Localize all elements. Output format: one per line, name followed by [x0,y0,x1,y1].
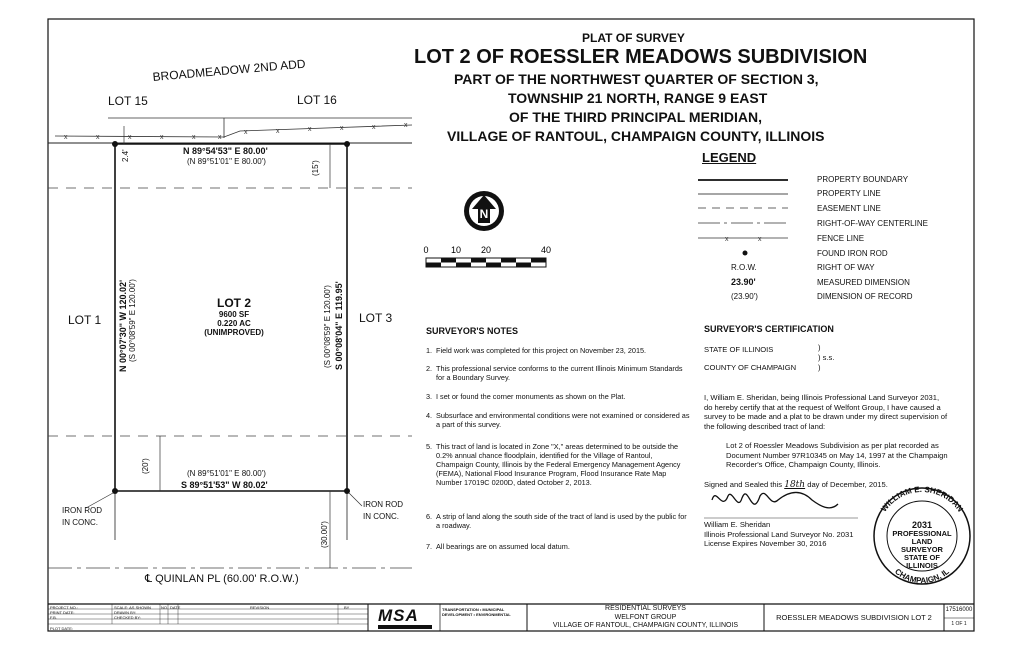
west-measured: N 00°07'30" W 120.02' [118,279,128,372]
seal-line-5: STATE OF [904,553,940,562]
svg-text:x: x [758,236,762,243]
note-item [426,442,691,487]
legend-item-6: RIGHT OF WAY [817,263,875,272]
seal-line-2: PROFESSIONAL [892,529,952,538]
note-text: A strip of land along the south side of the tract of land is used by the public for a roadway. [436,512,687,530]
tb-scale: SCALE: AS SHOWN [114,605,151,610]
svg-text:x: x [96,134,100,141]
cert-description [726,441,948,470]
note-item [426,542,691,551]
note-text: All bearings are on assumed local datum. [436,542,570,551]
tb-revision: REVISION [250,605,270,610]
tb-print-date: PRINT DATE: [50,610,75,615]
lot2-status: (UNIMPROVED) [204,328,264,337]
offset-24-label: 2.4' [121,149,130,162]
easement-20-label: (20') [141,458,150,474]
note-number: 1. [426,346,433,355]
cert-signed [704,480,888,491]
scale-segment [531,258,546,263]
lot2-area-ac: 0.220 AC [217,319,251,328]
scale-tick-label: 20 [480,245,492,255]
seal-line-4: SURVEYOR [901,545,943,554]
legend-item-5: FOUND IRON ROD [817,249,888,258]
scale-segment [501,258,516,263]
legend-item-0: PROPERTY BOUNDARY [817,175,909,184]
legend-item-1: PROPERTY LINE [817,189,881,198]
tb-center-2: WELFONT GROUP [614,613,677,621]
north-record: (N 89°51'01" E 80.00') [187,157,266,166]
iron-rod-se [363,499,403,523]
cert-signed-day: 18th [784,480,806,490]
south-record: (N 89°51'01" E 80.00') [187,469,266,478]
scale-segment [441,258,456,263]
iron-rod-sw-line2: IN CONC. [62,518,98,527]
svg-text:x: x [308,126,312,133]
note-number: 2. [426,364,433,373]
note-item [426,392,691,401]
lot16-label: LOT 16 [297,93,337,107]
cert-signed-pre: Signed and Sealed this [704,480,783,489]
note-text: This professional service conforms to the current Illinois Minimum Standards for a Boundary Survey. [436,364,683,382]
legend-item-7: MEASURED DIMENSION [817,278,910,287]
cert-signed-post: day of December, 2015. [807,480,888,489]
note-text: This tract of land is located in Zone "X," areas determined to be outside the 0.2% annual chance floodplain, identified for the Village of Rantoul, Champaign County, Illinois by the Federal Emergency Management Agency (FEMA), National Flood Insurance Program, Flood Insurance Rate Map Number 17019C 0200D, dated October 2, 2013. [436,442,681,487]
svg-text:x: x [160,134,164,141]
lot2-info [189,296,279,337]
legend-row-symbol: R.O.W. [731,263,757,272]
note-text: Subsurface and environmental conditions were not examined or considered as a part of this survey. [436,411,690,429]
svg-text:x: x [192,134,196,141]
cert-ss: ) s.s. [818,353,835,362]
seal-outer-top: WILLIAM E. SHERIDAN [879,484,965,514]
legend-title: LEGEND [702,150,757,165]
lot2-label: LOT 2 [216,296,251,310]
scale-segment [516,263,531,268]
east-measured: S 00°08'04" E 119.95' [334,281,344,370]
seal-line-6: ILLINOIS [906,561,938,570]
legend-symbols [698,180,788,256]
cert-body-4: the following described tract of land: [704,421,826,431]
tb-date: DATE [170,605,181,610]
title-line-2: TOWNSHIP 21 NORTH, RANGE 9 EAST [508,90,768,106]
north-arrow-icon [464,191,504,231]
quinlan-label: ℄ QUINLAN PL (60.00' R.O.W.) [145,573,299,585]
corner-sw [112,488,118,494]
msa-logo: MSA [378,606,419,625]
svg-text:x: x [244,129,248,136]
row-30-label: (30.00') [320,521,329,548]
tb-sheet: 1 OF 1 [951,621,967,627]
iron-rod-se-line1: IRON ROD [363,500,403,509]
title-line-3: OF THE THIRD PRINCIPAL MERIDIAN, [509,109,763,125]
cert-desc-1: Lot 2 of Roessler Meadows Subdivision as per plat recorded as [726,441,939,450]
title-line-1: PART OF THE NORTHWEST QUARTER OF SECTION 3, [454,71,819,87]
note-number: 3. [426,392,433,401]
svg-text:N: N [479,207,489,221]
west-record: (S 00°08'59" E 120.00') [128,279,137,362]
tb-plot-date: PLOT DATE: [50,626,73,631]
cert-body-3: survey to be made and a plat to be drawn under my direct supervision of [704,412,948,421]
cert-paren-3: ) [818,363,821,372]
seal-outer-bottom: CHAMPAIGN, IL [893,566,951,586]
note-number: 4. [426,411,433,420]
fence-marks [64,122,408,141]
note-number: 7. [426,542,433,551]
lot2-area-sf: 9600 SF [218,310,250,319]
note-item [426,512,691,530]
note-text: Field work was completed for this project on November 23, 2015. [436,346,647,355]
cert-signer [704,520,853,549]
tb-drawn-by: DRAWN BY: [114,610,137,615]
msa-services: TRANSPORTATION • MUNICIPAL DEVELOPMENT • ENVIRONMENTAL [442,607,511,617]
tb-right: ROESSLER MEADOWS SUBDIVISION LOT 2 [776,613,932,622]
south-measured: S 89°51'53" W 80.02' [181,480,268,490]
scale-segment [486,263,501,268]
seal-line-3: LAND [911,537,933,546]
svg-text:x: x [340,125,344,132]
legend-item-3: RIGHT-OF-WAY CENTERLINE [817,219,928,228]
note-number: 6. [426,512,433,521]
scale-tick-label: 10 [450,245,462,255]
cert-county: COUNTY OF CHAMPAIGN [704,363,797,372]
legend-measured-symbol: 23.90' [731,277,756,287]
north-measured: N 89°54'53" E 80.00' [183,146,268,156]
corner-nw [112,141,118,147]
corner-ne [344,141,350,147]
note-item [426,411,691,429]
tb-checked-by: CHECKED BY: [114,615,141,620]
page-title: LOT 2 OF ROESSLER MEADOWS SUBDIVISION [414,46,868,68]
cert-name: William E. Sheridan [704,520,771,529]
tb-no: NO. [161,605,169,610]
cert-license: Illinois Professional Land Surveyor No. 2031 [704,529,854,539]
signature [712,492,838,507]
tb-center-1: RESIDENTIAL SURVEYS [605,605,686,612]
scale-bar [423,245,551,267]
cert-state: STATE OF ILLINOIS [704,345,774,354]
note-number: 5. [426,442,433,451]
legend-item-2: EASEMENT LINE [817,204,881,213]
iron-rod-se-leader [349,493,362,506]
legend-item-8: DIMENSION OF RECORD [817,292,913,301]
cert-body [704,393,947,431]
tb-center-3: VILLAGE OF RANTOUL, CHAMPAIGN COUNTY, ILLINOIS [552,622,739,629]
scale-tick-label: 40 [540,245,552,255]
msa-logo-bar [378,625,432,629]
tb-project-number: 17516000 [945,607,973,613]
lot1-label: LOT 1 [68,313,102,327]
svg-text:x: x [64,134,68,141]
broadmeadow-label: BROADMEADOW 2ND ADD [152,56,306,84]
plat-of-survey-label: PLAT OF SURVEY [582,31,685,45]
seal-center [892,520,952,570]
scale-segment [471,258,486,263]
notes-title: SURVEYOR'S NOTES [426,326,518,336]
cert-paren-1: ) [818,343,821,352]
iron-rod-se-line2: IN CONC. [363,512,399,521]
svg-text:x: x [218,134,222,141]
easement-15-label: (15') [311,160,320,176]
iron-rod-sw [62,505,102,529]
iron-rod-sw-line1: IRON ROD [62,506,102,515]
tb-by: BY [344,605,350,610]
svg-text:x: x [404,122,408,129]
lot3-label: LOT 3 [359,311,393,325]
cert-expires: License Expires November 30, 2016 [704,539,827,548]
note-item [426,346,691,355]
scale-segment [456,263,471,268]
svg-text:x: x [128,134,132,141]
tb-project-no: PROJECT NO.: [50,605,78,610]
note-text: I set or found the corner monuments as shown on the Plat. [436,392,626,401]
note-item [426,364,691,382]
lot15-label: LOT 15 [108,94,148,108]
cert-desc-3: Recorder's Office, Champaign County, Illinois. [726,460,881,469]
seal-number: 2031 [911,520,933,530]
cert-desc-2: Document Number 97R10345 on May 14, 1997 at the Champaign [726,450,948,460]
scale-segment [426,263,441,268]
title-line-4: VILLAGE OF RANTOUL, CHAMPAIGN COUNTY, ILLINOIS [447,128,825,144]
scale-tick-label: 0 [423,245,429,255]
svg-text:x: x [276,128,280,135]
tb-fb: F.B. [50,615,57,620]
cert-body-2: do hereby certify that at the request of Welfont Group, I have caused a [704,402,941,412]
east-record: (S 00°08'59" E 120.00') [323,285,332,368]
fence-line [55,125,412,137]
legend-record-symbol: (23.90') [731,292,758,301]
tb-center [527,605,764,631]
svg-text:x: x [372,124,376,131]
svg-text:x: x [725,236,729,243]
corner-se [344,488,350,494]
legend-item-4: FENCE LINE [817,234,865,243]
cert-body-1: I, William E. Sheridan, being Illinois Professional Land Surveyor 2031, [704,393,940,402]
cert-title: SURVEYOR'S CERTIFICATION [704,324,834,334]
